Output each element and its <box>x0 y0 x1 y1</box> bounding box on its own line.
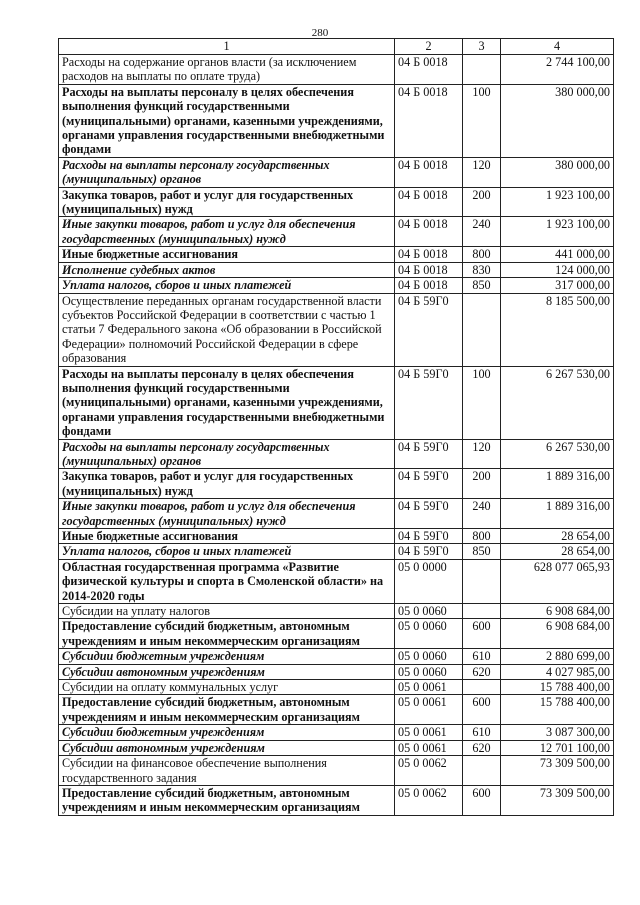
row-amount: 2 880 699,00 <box>501 649 614 664</box>
table-row <box>59 529 614 544</box>
table-row <box>59 756 614 786</box>
row-amount: 6 908 684,00 <box>501 604 614 619</box>
row-expense-type: 620 <box>463 740 501 755</box>
row-expense-type: 800 <box>463 529 501 544</box>
row-amount: 124 000,00 <box>501 262 614 277</box>
row-amount: 441 000,00 <box>501 247 614 262</box>
row-amount: 1 889 316,00 <box>501 499 614 529</box>
table-row <box>59 157 614 187</box>
row-code: 04 Б 59Г0 <box>395 293 463 366</box>
table-row <box>59 544 614 559</box>
table-row <box>59 262 614 277</box>
row-name: Уплата налогов, сборов и иных платежей <box>59 544 395 559</box>
table-row <box>59 499 614 529</box>
row-amount: 15 788 400,00 <box>501 680 614 695</box>
row-code: 04 Б 59Г0 <box>395 544 463 559</box>
row-amount: 380 000,00 <box>501 84 614 157</box>
row-code: 04 Б 0018 <box>395 278 463 293</box>
table-row <box>59 469 614 499</box>
row-amount: 1 889 316,00 <box>501 469 614 499</box>
row-name: Расходы на выплаты персоналу в целях обеспечения выполнения функций государственными (муниципальными) органами, казенными учреждениями, органами управления государственными внебюджетными фондами <box>59 84 395 157</box>
table-row <box>59 247 614 262</box>
row-expense-type: 100 <box>463 366 501 439</box>
row-code: 05 0 0060 <box>395 619 463 649</box>
table-row <box>59 217 614 247</box>
row-code: 04 Б 0018 <box>395 247 463 262</box>
row-code: 05 0 0062 <box>395 785 463 815</box>
row-code: 04 Б 59Г0 <box>395 499 463 529</box>
row-expense-type: 850 <box>463 544 501 559</box>
row-code: 04 Б 0018 <box>395 55 463 85</box>
row-expense-type: 600 <box>463 785 501 815</box>
row-amount: 73 309 500,00 <box>501 756 614 786</box>
row-name: Субсидии на уплату налогов <box>59 604 395 619</box>
row-expense-type: 620 <box>463 664 501 679</box>
row-expense-type <box>463 293 501 366</box>
row-code: 05 0 0000 <box>395 559 463 603</box>
row-name: Расходы на выплаты персоналу государственных (муниципальных) органов <box>59 157 395 187</box>
row-code: 04 Б 0018 <box>395 262 463 277</box>
row-name: Расходы на содержание органов власти (за исключением расходов на выплаты по оплате труда) <box>59 55 395 85</box>
row-name: Расходы на выплаты персоналу в целях обеспечения выполнения функций государственными (муниципальными) органами, казенными учреждениями, органами управления государственными внебюджетными фондами <box>59 366 395 439</box>
row-amount: 3 087 300,00 <box>501 725 614 740</box>
row-name: Предоставление субсидий бюджетным, автономным учреждениям и иным некоммерческим организациям <box>59 695 395 725</box>
row-code: 04 Б 59Г0 <box>395 529 463 544</box>
table-row <box>59 725 614 740</box>
header-col-4: 4 <box>501 39 614 55</box>
row-code: 04 Б 0018 <box>395 157 463 187</box>
row-amount: 28 654,00 <box>501 529 614 544</box>
row-code: 04 Б 59Г0 <box>395 439 463 469</box>
row-amount: 6 267 530,00 <box>501 439 614 469</box>
row-name: Субсидии автономным учреждениям <box>59 664 395 679</box>
row-amount: 317 000,00 <box>501 278 614 293</box>
row-expense-type: 120 <box>463 157 501 187</box>
row-name: Иные закупки товаров, работ и услуг для обеспечения государственных (муниципальных) нужд <box>59 217 395 247</box>
table-row <box>59 785 614 815</box>
row-name: Иные бюджетные ассигнования <box>59 247 395 262</box>
row-expense-type <box>463 55 501 85</box>
page-number: 280 <box>311 27 329 39</box>
row-name: Субсидии бюджетным учреждениям <box>59 725 395 740</box>
row-amount: 628 077 065,93 <box>501 559 614 603</box>
header-col-3: 3 <box>463 39 501 55</box>
row-amount: 4 027 985,00 <box>501 664 614 679</box>
row-expense-type: 850 <box>463 278 501 293</box>
row-name: Субсидии на оплату коммунальных услуг <box>59 680 395 695</box>
row-code: 05 0 0060 <box>395 664 463 679</box>
row-name: Осуществление переданных органам государственной власти субъектов Российской Федерации в соответствии с частью 1 статьи 7 Федерального закона «Об образовании в Российской Федерации» полномочий Российской Федерации в сфере образования <box>59 293 395 366</box>
row-code: 04 Б 59Г0 <box>395 469 463 499</box>
row-name: Субсидии автономным учреждениям <box>59 740 395 755</box>
row-code: 05 0 0061 <box>395 740 463 755</box>
row-amount: 1 923 100,00 <box>501 217 614 247</box>
row-expense-type: 200 <box>463 469 501 499</box>
row-code: 04 Б 0018 <box>395 187 463 217</box>
row-expense-type: 240 <box>463 217 501 247</box>
row-expense-type: 610 <box>463 649 501 664</box>
table-row <box>59 664 614 679</box>
row-name: Субсидии бюджетным учреждениям <box>59 649 395 664</box>
row-name: Предоставление субсидий бюджетным, автономным учреждениям и иным некоммерческим организациям <box>59 785 395 815</box>
row-expense-type <box>463 756 501 786</box>
row-expense-type: 610 <box>463 725 501 740</box>
table-row <box>59 695 614 725</box>
table-row <box>59 619 614 649</box>
row-amount: 73 309 500,00 <box>501 785 614 815</box>
row-amount: 12 701 100,00 <box>501 740 614 755</box>
header-row <box>59 39 614 55</box>
row-code: 05 0 0061 <box>395 695 463 725</box>
table-row <box>59 187 614 217</box>
row-expense-type: 240 <box>463 499 501 529</box>
table-row <box>59 84 614 157</box>
row-amount: 15 788 400,00 <box>501 695 614 725</box>
header-col-1: 1 <box>59 39 395 55</box>
row-amount: 1 923 100,00 <box>501 187 614 217</box>
row-name: Расходы на выплаты персоналу государственных (муниципальных) органов <box>59 439 395 469</box>
table-row <box>59 278 614 293</box>
table-row <box>59 439 614 469</box>
row-name: Иные бюджетные ассигнования <box>59 529 395 544</box>
budget-table-body <box>59 39 614 816</box>
table-row <box>59 649 614 664</box>
row-code: 04 Б 59Г0 <box>395 366 463 439</box>
row-expense-type <box>463 680 501 695</box>
table-row <box>59 680 614 695</box>
budget-table <box>58 38 614 816</box>
table-row <box>59 293 614 366</box>
row-code: 05 0 0061 <box>395 680 463 695</box>
header-col-2: 2 <box>395 39 463 55</box>
row-name: Областная государственная программа «Развитие физической культуры и спорта в Смоленской области» на 2014-2020 годы <box>59 559 395 603</box>
row-name: Закупка товаров, работ и услуг для государственных (муниципальных) нужд <box>59 187 395 217</box>
table-row <box>59 559 614 603</box>
row-code: 05 0 0061 <box>395 725 463 740</box>
row-expense-type: 100 <box>463 84 501 157</box>
row-name: Исполнение судебных актов <box>59 262 395 277</box>
row-amount: 6 908 684,00 <box>501 619 614 649</box>
row-name: Субсидии на финансовое обеспечение выполнения государственного задания <box>59 756 395 786</box>
row-amount: 28 654,00 <box>501 544 614 559</box>
table-row <box>59 366 614 439</box>
row-amount: 2 744 100,00 <box>501 55 614 85</box>
table-row <box>59 55 614 85</box>
row-code: 05 0 0060 <box>395 649 463 664</box>
row-code: 04 Б 0018 <box>395 84 463 157</box>
row-name: Уплата налогов, сборов и иных платежей <box>59 278 395 293</box>
table-row <box>59 740 614 755</box>
row-expense-type: 120 <box>463 439 501 469</box>
row-expense-type: 200 <box>463 187 501 217</box>
row-code: 05 0 0060 <box>395 604 463 619</box>
row-expense-type: 830 <box>463 262 501 277</box>
row-code: 04 Б 0018 <box>395 217 463 247</box>
row-expense-type: 600 <box>463 619 501 649</box>
row-expense-type: 800 <box>463 247 501 262</box>
table-row <box>59 604 614 619</box>
row-name: Иные закупки товаров, работ и услуг для обеспечения государственных (муниципальных) нужд <box>59 499 395 529</box>
row-amount: 6 267 530,00 <box>501 366 614 439</box>
row-expense-type <box>463 559 501 603</box>
row-expense-type <box>463 604 501 619</box>
row-expense-type: 600 <box>463 695 501 725</box>
row-amount: 380 000,00 <box>501 157 614 187</box>
row-name: Предоставление субсидий бюджетным, автономным учреждениям и иным некоммерческим организациям <box>59 619 395 649</box>
row-amount: 8 185 500,00 <box>501 293 614 366</box>
row-name: Закупка товаров, работ и услуг для государственных (муниципальных) нужд <box>59 469 395 499</box>
row-code: 05 0 0062 <box>395 756 463 786</box>
